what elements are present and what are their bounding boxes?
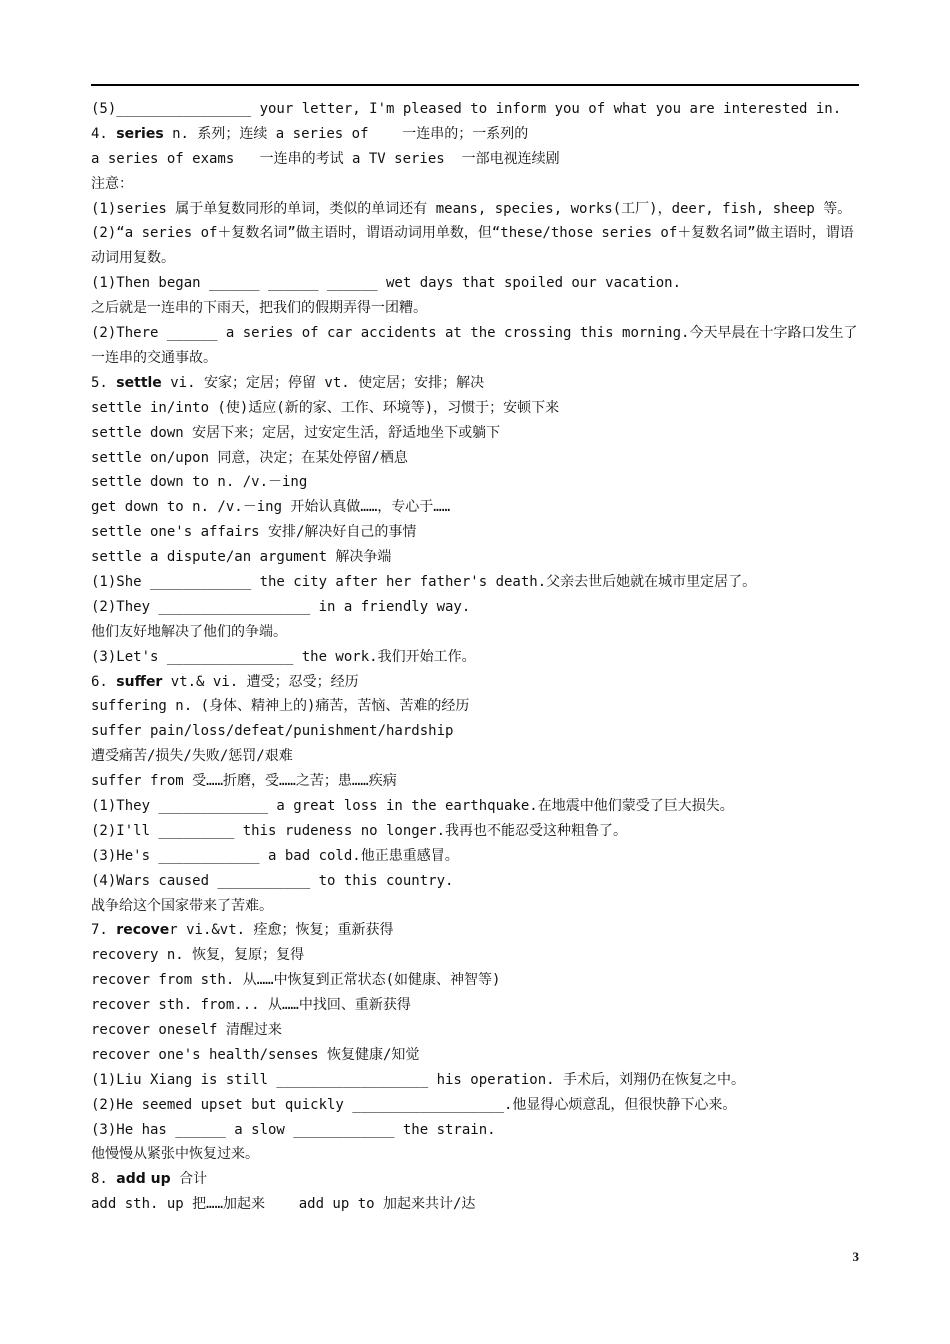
vocab-heading	[91, 122, 861, 147]
text-line: add sth. up 把……加起来 add up to 加起来共计/达	[91, 1196, 476, 1213]
keyword: settle	[116, 374, 162, 391]
text-line: (1)They _____________ a great loss in the earthquake.在地震中他们蒙受了巨大损失。	[91, 798, 734, 815]
text-line: (3)Let's _______________ the work.我们开始工作。	[91, 648, 476, 665]
text-line: get down to n. /v.－ing 开始认真做……，专心于……	[91, 499, 451, 516]
keyword: add up	[116, 1171, 171, 1188]
definition: 合计	[170, 1171, 208, 1188]
header-rule	[91, 84, 859, 86]
text-line: settle a dispute/an argument 解决争端	[91, 549, 392, 566]
item-number: 6.	[91, 673, 117, 690]
text-line: recover sth. from... 从……中找回、重新获得	[91, 997, 411, 1014]
text-line: (2)They __________________ in a friendly way.	[91, 598, 471, 615]
vocab-heading	[91, 371, 861, 396]
text-line: suffer from 受……折磨，受……之苦；患……疾病	[91, 773, 397, 790]
text-line: (2)There ______ a series of car accidents at the crossing this morning.今天早晨在十字路口发生了一连串的交通事故。	[91, 325, 858, 366]
text-line: 遭受痛苦/损失/失败/惩罚/艰难	[91, 748, 293, 765]
keyword: suffer	[116, 673, 163, 690]
text-line: (1)Liu Xiang is still __________________ his operation. 手术后，刘翔仍在恢复之中。	[91, 1071, 746, 1088]
text-line: a series of exams 一连串的考试 a TV series 一部电视连续剧	[91, 150, 560, 167]
item-number: 5.	[91, 374, 117, 391]
definition: vi. 安家；定居；停留 vt. 使定居；安排；解决	[161, 374, 485, 391]
text-line: recover one's health/senses 恢复健康/知觉	[91, 1046, 420, 1063]
text-line: 战争给这个国家带来了苦难。	[91, 897, 273, 914]
definition: vt.& vi. 遭受；忍受；经历	[162, 673, 359, 690]
text-line: 他慢慢从紧张中恢复过来。	[91, 1146, 259, 1163]
keyword: recove	[116, 922, 170, 939]
definition: n. 系列；连续 a series of 一连串的；一系列的	[163, 125, 529, 142]
text-line: (2)“a series of＋复数名词”做主语时，谓语动词用单数，但“these/those series of＋复数名词”做主语时，谓语动词用复数。	[91, 225, 854, 267]
item-number: 7.	[91, 922, 117, 939]
text-line: (3)He's ____________ a bad cold.他正患重感冒。	[91, 847, 459, 864]
text-line: settle one's affairs 安排/解决好自己的事情	[91, 524, 417, 541]
text-line: (1)Then began ______ ______ ______ wet days that spoiled our vacation.	[91, 275, 682, 292]
keyword: series	[116, 125, 164, 142]
text-line: (5)________________ your letter, I'm pleased to inform you of what you are interested in.	[91, 101, 842, 117]
definition: r vi.&vt. 痊愈；恢复；重新获得	[169, 922, 394, 939]
text-line: (3)He has ______ a slow ____________ the strain.	[91, 1121, 496, 1138]
text-line: suffering n. (身体、精神上的)痛苦，苦恼、苦难的经历	[91, 698, 470, 715]
page-number: 3	[852, 1249, 859, 1264]
vocab-heading	[91, 670, 861, 695]
text-line: (2)I'll _________ this rudeness no longer.我再也不能忍受这种粗鲁了。	[91, 822, 628, 839]
text-line: recover from sth. 从……中恢复到正常状态(如健康、神智等)	[91, 972, 501, 989]
item-number: 8.	[91, 1171, 117, 1188]
text-line: settle down to n. /v.－ing	[91, 474, 308, 491]
vocab-heading	[91, 918, 861, 943]
text-line: recover oneself 清醒过来	[91, 1022, 282, 1039]
text-line: (1)She ____________ the city after her father's death.父亲去世后她就在城市里定居了。	[91, 574, 757, 590]
item-number: 4.	[91, 125, 117, 142]
text-line: 之后就是一连串的下雨天，把我们的假期弄得一团糟。	[91, 300, 427, 317]
vocab-heading	[91, 1167, 861, 1192]
text-line: 注意：	[91, 175, 133, 192]
text-line: 他们友好地解决了他们的争端。	[91, 623, 287, 640]
text-line: (2)He seemed upset but quickly __________________.他显得心烦意乱，但很快静下心来。	[91, 1096, 737, 1113]
text-line: (4)Wars caused ___________ to this country.	[91, 872, 454, 889]
text-line: recovery n. 恢复，复原；复得	[91, 947, 305, 964]
document-body	[91, 97, 861, 1217]
text-line: (1)series 属于单复数同形的单词，类似的单词还有 means, species, works(工厂)，deer, fish, sheep 等。	[91, 200, 852, 217]
text-line: settle down 安居下来；定居，过安定生活，舒适地坐下或躺下	[91, 424, 501, 441]
text-line: settle in/into (使)适应(新的家、工作、环境等)，习惯于；安顿下来	[91, 399, 560, 416]
text-line: settle on/upon 同意，决定；在某处停留/栖息	[91, 449, 408, 466]
text-line: suffer pain/loss/defeat/punishment/hardship	[91, 723, 454, 740]
